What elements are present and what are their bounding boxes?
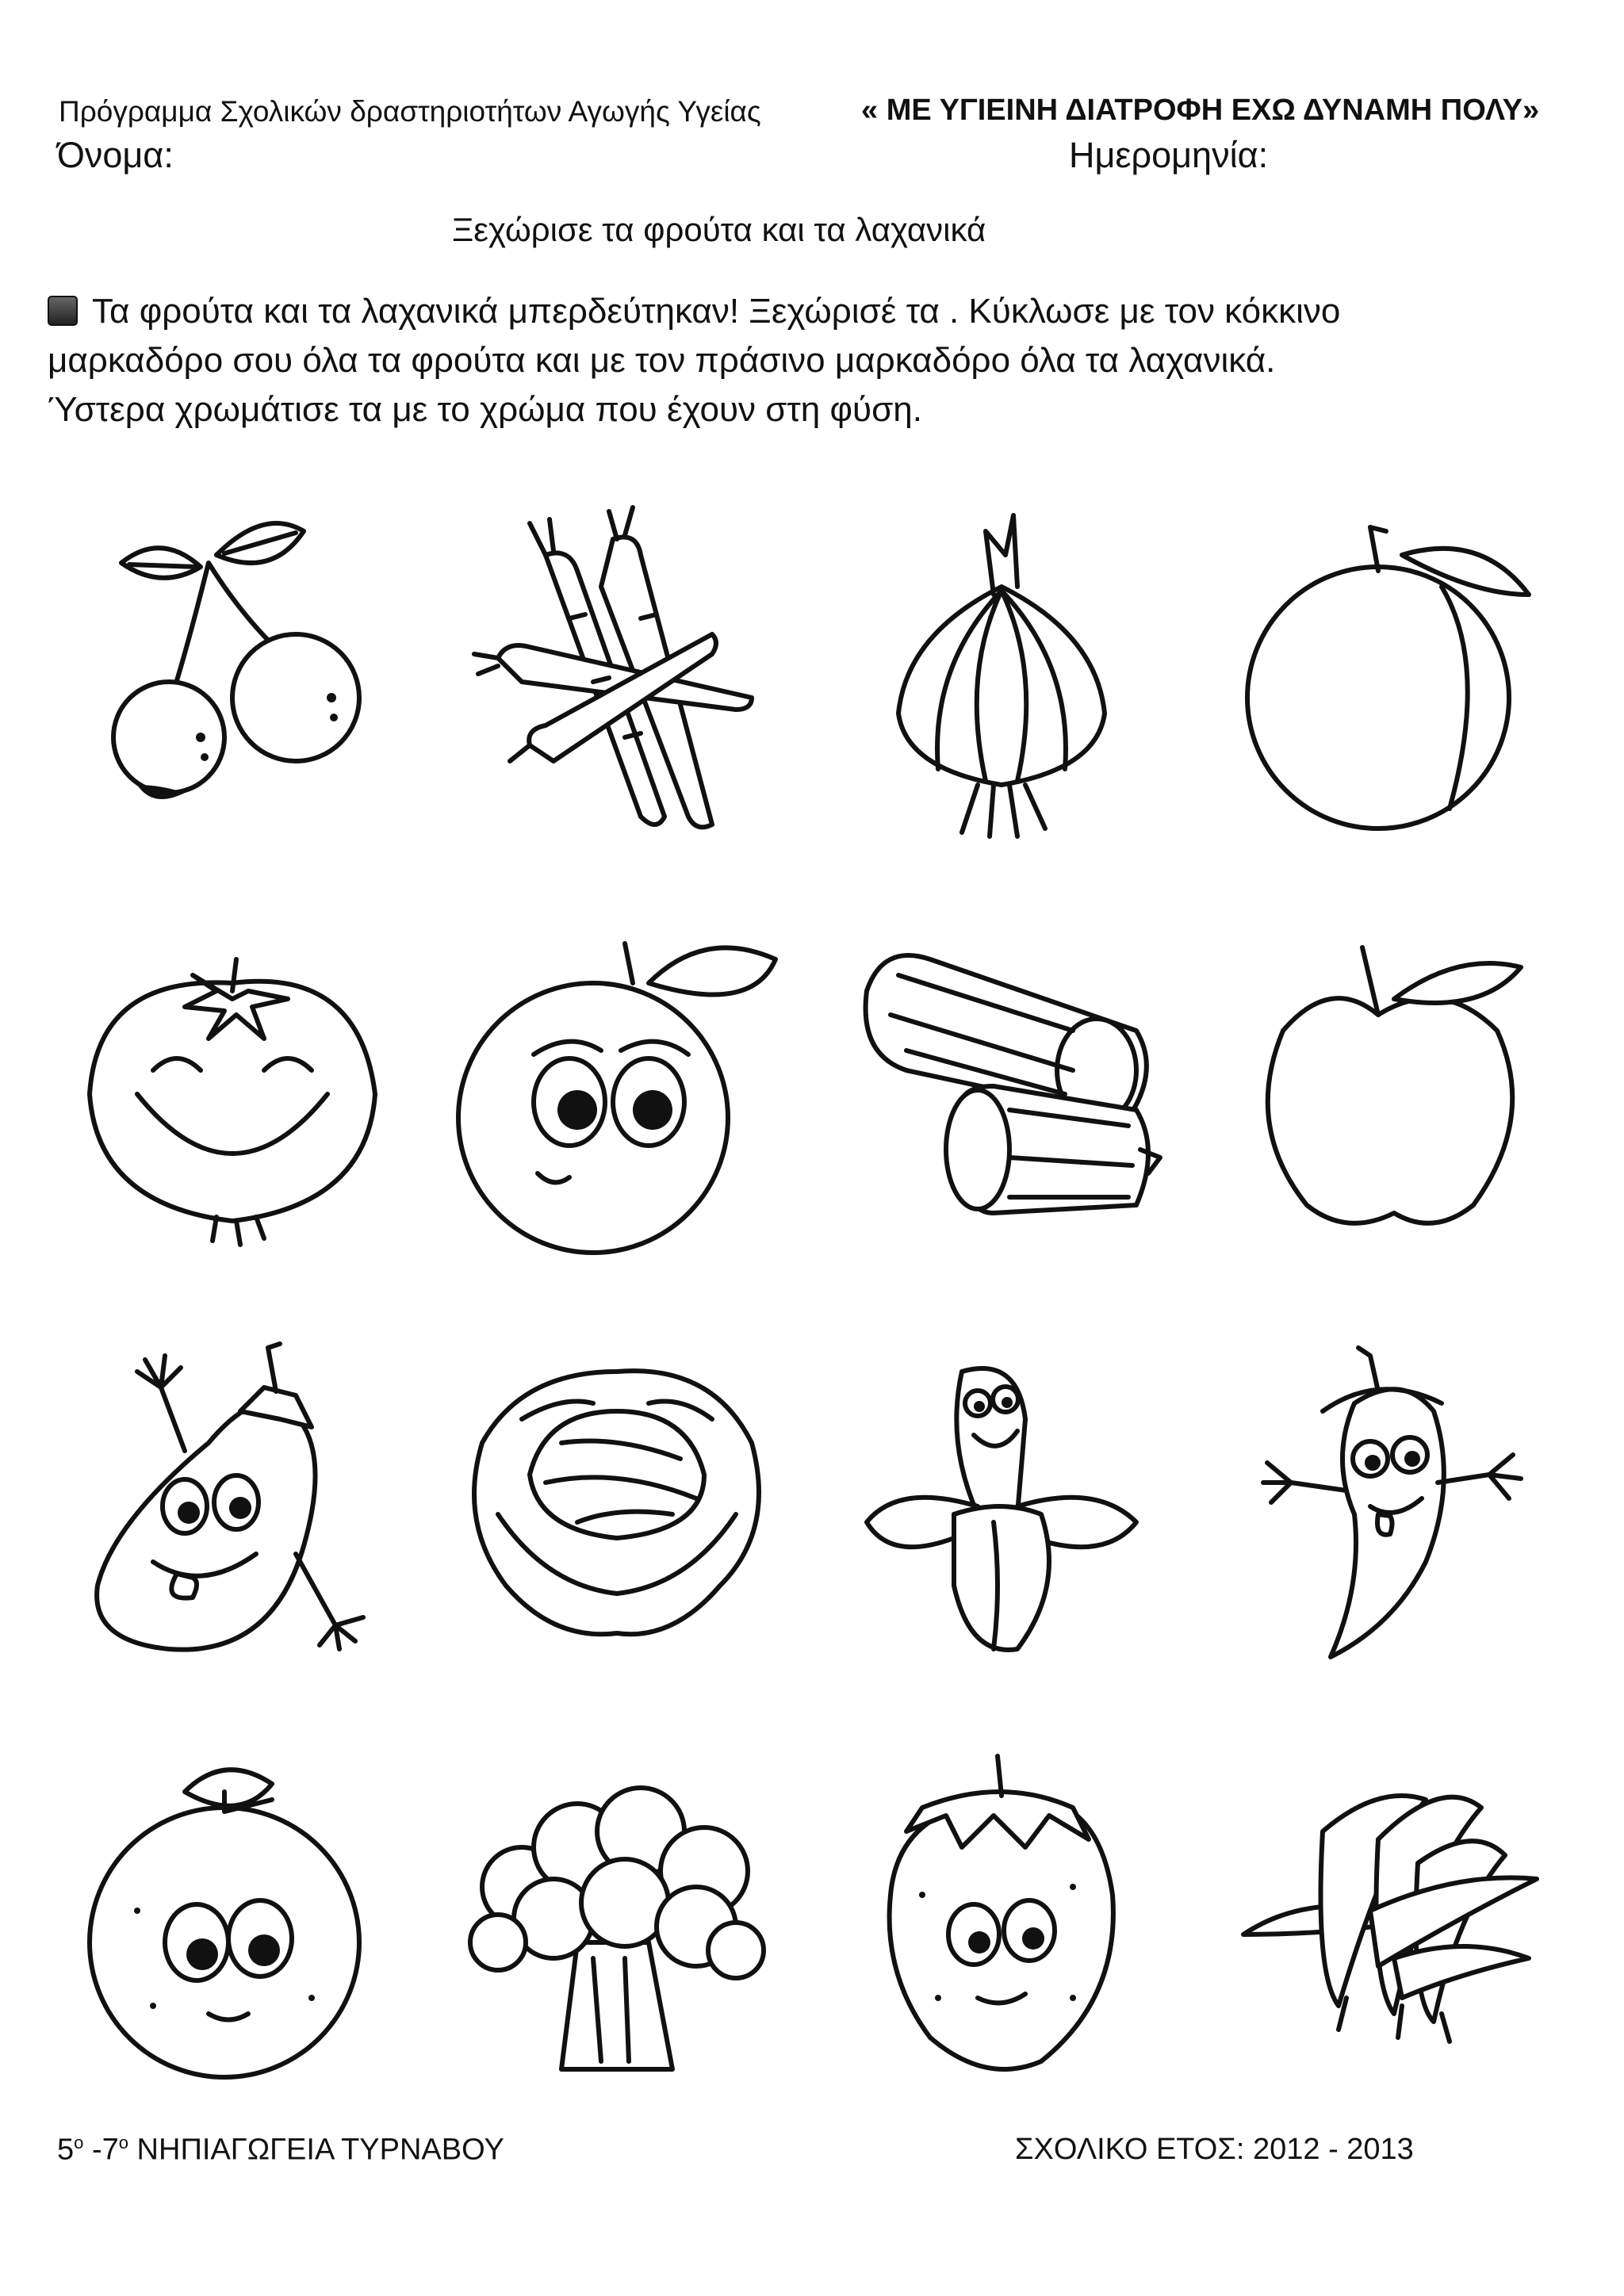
instruction-line-3: Ύστερα χρωμάτισε τα με το χρώμα που έχουν στη φύση. bbox=[48, 390, 922, 429]
cabbage-drawing bbox=[424, 1292, 809, 1705]
program-title: Πρόγραμμα Σχολικών δραστηριοτήτων Αγωγής Υγείας bbox=[59, 95, 761, 128]
cherries-drawing bbox=[40, 468, 424, 880]
strawberry-drawing bbox=[809, 1705, 1193, 2117]
instructions bbox=[48, 287, 1538, 434]
green-beans-drawing bbox=[1193, 1705, 1578, 2117]
name-label: Όνομα: bbox=[57, 135, 174, 175]
apple-drawing bbox=[1193, 880, 1578, 1292]
peach-drawing bbox=[1193, 468, 1578, 880]
broccoli-drawing bbox=[424, 1705, 809, 2117]
school-name: $5^o$ $-7^o$ ΝΗΠΙΑΓΩΓΕΙΑ ΤΥΡΝΑΒΟΥ bbox=[57, 2133, 504, 2167]
worksheet-title: Ξεχώρισε τα φρούτα και τα λαχανικά bbox=[452, 211, 986, 248]
date-label: Ημερομηνία: bbox=[1069, 135, 1269, 175]
onion-drawing bbox=[809, 468, 1193, 880]
bullet-icon bbox=[48, 296, 78, 326]
zucchini-drawing bbox=[809, 880, 1193, 1292]
tomato-drawing bbox=[40, 880, 424, 1292]
eggplant-drawing bbox=[40, 1292, 424, 1705]
mandarin-drawing bbox=[40, 1705, 424, 2117]
instruction-line-2: μαρκαδόρο σου όλα τα φρούτα και με τον πράσινο μαρκαδόρο όλα τα λαχανικά. bbox=[48, 341, 1276, 380]
school-year: ΣΧΟΛΙΚΟ ΕΤΟΣ: 2012 - 2013 bbox=[1015, 2133, 1414, 2166]
instruction-line-1: Τα φρούτα και τα λαχανικά μπερδεύτηκαν! Ξεχώρισέ τα . Κύκλωσε με τον κόκκινο bbox=[48, 287, 1538, 336]
carrots-drawing bbox=[424, 468, 809, 880]
banana-drawing bbox=[809, 1292, 1193, 1705]
slogan: « ΜΕ ΥΓΙΕΙΝΗ ΔΙΑΤΡΟΦΗ ΕΧΩ ΔΥΝΑΜΗ ΠΟΛΥ» bbox=[861, 94, 1540, 127]
orange-drawing bbox=[424, 880, 809, 1292]
illustration-grid bbox=[40, 468, 1578, 2117]
pepper-drawing bbox=[1193, 1292, 1578, 1705]
